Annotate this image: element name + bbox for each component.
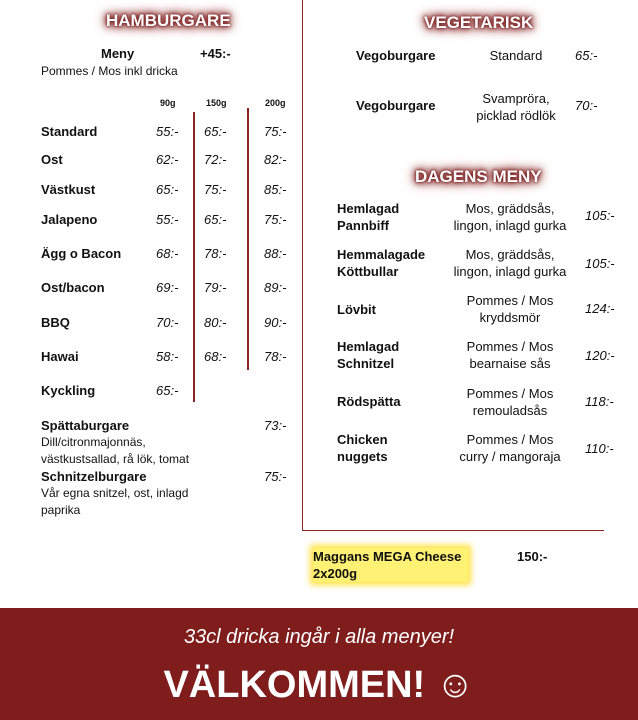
item-desc-2: picklad rödlök xyxy=(476,108,556,123)
item-desc-1: Standard xyxy=(489,48,543,63)
item-desc-1: Mos, gräddsås, xyxy=(465,247,555,262)
item-name-1: Hemmalagade xyxy=(337,247,426,262)
price-90: 55:- xyxy=(156,124,179,139)
footer-banner xyxy=(0,608,638,720)
item-name-1: Chicken xyxy=(337,432,388,447)
price-90: 55:- xyxy=(156,212,179,227)
price-150: 80:- xyxy=(204,315,227,330)
footer-welcome: VÄLKOMMEN! ☺ xyxy=(163,664,475,706)
hamburgare-heading: HAMBURGARE xyxy=(106,11,231,30)
item-name-1: Hemlagad xyxy=(337,201,400,216)
item-price: 110:- xyxy=(585,441,614,456)
price-200: 75:- xyxy=(264,212,287,227)
price-90: 65:- xyxy=(156,383,179,398)
item-name: Hawai xyxy=(41,349,79,364)
item-desc-2: bearnaise sås xyxy=(469,356,551,371)
price-90: 69:- xyxy=(156,280,179,295)
spatta-desc-1: Dill/citronmajonnäs, xyxy=(41,435,146,449)
item-name: Jalapeno xyxy=(41,212,98,227)
mega-cheese-highlight xyxy=(313,548,468,582)
price-200: 85:- xyxy=(264,182,287,197)
section-divider-horizontal xyxy=(302,530,604,531)
item-desc-2: remouladsås xyxy=(472,403,548,418)
price-150: 68:- xyxy=(204,349,227,364)
mega-line-2: 2x200g xyxy=(313,566,358,581)
item-name: Standard xyxy=(41,124,98,139)
price-150: 72:- xyxy=(204,152,227,167)
item-name-2: Köttbullar xyxy=(337,264,399,279)
schnitzel-desc-2: paprika xyxy=(41,503,81,517)
column-divider-200 xyxy=(247,108,249,370)
item-name: Ost xyxy=(41,152,63,167)
item-price: 105:- xyxy=(585,208,615,223)
item-name-2: Schnitzel xyxy=(337,356,395,371)
item-desc-1: Mos, gräddsås, xyxy=(465,201,555,216)
spatta-name: Spättaburgare xyxy=(41,418,130,433)
spatta-desc-2: västkustsallad, rå lök, tomat xyxy=(41,452,190,466)
item-name: Vegoburgare xyxy=(356,48,436,63)
size-label-200: 200g xyxy=(265,98,286,108)
section-divider-vertical xyxy=(302,0,303,530)
spatta-price: 73:- xyxy=(264,418,287,433)
size-label-90: 90g xyxy=(160,98,176,108)
meny-note: Pommes / Mos inkl dricka xyxy=(41,64,178,78)
price-90: 58:- xyxy=(156,349,179,364)
price-200: 75:- xyxy=(264,124,287,139)
price-200: 82:- xyxy=(264,152,287,167)
price-150: 65:- xyxy=(204,124,227,139)
item-desc-1: Pommes / Mos xyxy=(466,432,554,447)
item-name: Kyckling xyxy=(41,383,96,398)
price-200: 89:- xyxy=(264,280,287,295)
price-200: 90:- xyxy=(264,315,287,330)
price-150: 79:- xyxy=(204,280,227,295)
item-desc-1: Pommes / Mos xyxy=(466,386,554,401)
item-price: 124:- xyxy=(585,301,615,316)
item-name: Västkust xyxy=(41,182,96,197)
price-90: 68:- xyxy=(156,246,179,261)
item-desc-2: curry / mangoraja xyxy=(459,449,561,464)
item-desc-1: Pommes / Mos xyxy=(466,339,554,354)
item-name: Ost/bacon xyxy=(41,280,105,295)
price-90: 65:- xyxy=(156,182,179,197)
schnitzel-name: Schnitzelburgare xyxy=(41,469,147,484)
footer-tagline: 33cl dricka ingår i alla menyer! xyxy=(183,626,455,648)
item-desc-2: kryddsmör xyxy=(479,310,541,325)
price-150: 78:- xyxy=(204,246,227,261)
item-price: 120:- xyxy=(585,348,615,363)
item-price: 70:- xyxy=(575,98,598,113)
item-desc-2: lingon, inlagd gurka xyxy=(453,264,567,279)
item-desc-1: Pommes / Mos xyxy=(466,293,554,308)
item-desc-1: Svampröra, xyxy=(482,91,550,106)
item-name: Ägg o Bacon xyxy=(41,246,122,261)
mega-price: 150:- xyxy=(517,549,548,564)
item-name-1: Hemlagad xyxy=(337,339,400,354)
size-label-150: 150g xyxy=(206,98,227,108)
item-name-1: Lövbit xyxy=(337,302,376,317)
item-name-2: nuggets xyxy=(337,449,388,464)
item-name-2: Pannbiff xyxy=(337,218,389,233)
item-name: Vegoburgare xyxy=(356,98,436,113)
price-90: 62:- xyxy=(156,152,179,167)
meny-price: +45:- xyxy=(200,46,231,61)
dagens-meny-heading: DAGENS MENY xyxy=(415,167,542,186)
item-price: 118:- xyxy=(585,394,614,409)
column-divider-150 xyxy=(193,112,195,402)
schnitzel-price: 75:- xyxy=(264,469,287,484)
price-200: 78:- xyxy=(264,349,287,364)
item-name: BBQ xyxy=(41,315,70,330)
price-200: 88:- xyxy=(264,246,287,261)
item-desc-2: lingon, inlagd gurka xyxy=(453,218,567,233)
item-name-1: Rödspätta xyxy=(337,394,401,409)
price-90: 70:- xyxy=(156,315,179,330)
schnitzel-desc-1: Vår egna snitzel, ost, inlagd xyxy=(41,486,189,500)
price-150: 65:- xyxy=(204,212,227,227)
item-price: 105:- xyxy=(585,256,615,271)
item-price: 65:- xyxy=(575,48,598,63)
meny-label: Meny xyxy=(101,46,135,61)
vegetarisk-heading: VEGETARISK xyxy=(424,13,534,32)
mega-line-1: Maggans MEGA Cheese xyxy=(313,549,462,564)
price-150: 75:- xyxy=(204,182,227,197)
